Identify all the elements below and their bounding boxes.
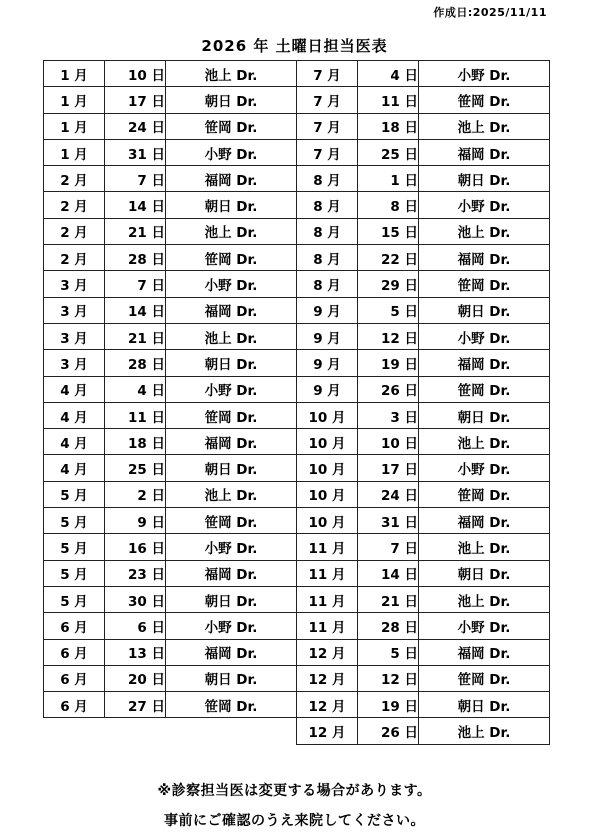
left-day-cell: 6 日 — [105, 613, 166, 639]
right-month-cell: 11 月 — [297, 586, 358, 612]
table-row — [44, 692, 550, 718]
left-month-cell: 3 月 — [44, 323, 105, 349]
right-day-cell: 26 日 — [358, 718, 419, 744]
left-day-cell: 21 日 — [105, 218, 166, 244]
right-month-cell: 8 月 — [297, 271, 358, 297]
left-doctor-cell: 笹岡 Dr. — [166, 402, 297, 428]
table-row — [44, 218, 550, 244]
right-day-cell: 15 日 — [358, 218, 419, 244]
left-month-cell: 4 月 — [44, 429, 105, 455]
right-month-cell: 9 月 — [297, 323, 358, 349]
created-date: 作成日:2025/11/11 — [433, 6, 547, 19]
right-doctor-cell: 朝日 Dr. — [419, 402, 550, 428]
left-day-cell: 21 日 — [105, 323, 166, 349]
left-day-cell: 25 日 — [105, 455, 166, 481]
right-month-cell: 7 月 — [297, 113, 358, 139]
left-month-cell: 5 月 — [44, 481, 105, 507]
left-doctor-cell: 小野 Dr. — [166, 139, 297, 165]
table-row — [44, 402, 550, 428]
schedule-table — [43, 60, 550, 745]
right-day-cell: 5 日 — [358, 297, 419, 323]
left-doctor-cell: 小野 Dr. — [166, 271, 297, 297]
right-doctor-cell: 池上 Dr. — [419, 718, 550, 744]
left-month-cell: 3 月 — [44, 350, 105, 376]
left-day-cell: 7 日 — [105, 166, 166, 192]
left-day-cell: 27 日 — [105, 692, 166, 718]
right-month-cell: 8 月 — [297, 192, 358, 218]
right-day-cell: 19 日 — [358, 692, 419, 718]
right-day-cell: 10 日 — [358, 429, 419, 455]
right-month-cell: 9 月 — [297, 376, 358, 402]
right-day-cell: 19 日 — [358, 350, 419, 376]
left-day-cell: 14 日 — [105, 192, 166, 218]
left-doctor-cell: 池上 Dr. — [166, 323, 297, 349]
right-doctor-cell: 池上 Dr. — [419, 218, 550, 244]
right-month-cell: 11 月 — [297, 560, 358, 586]
right-month-cell: 10 月 — [297, 481, 358, 507]
right-doctor-cell: 福岡 Dr. — [419, 245, 550, 271]
right-day-cell: 24 日 — [358, 481, 419, 507]
right-doctor-cell: 福岡 Dr. — [419, 639, 550, 665]
right-month-cell: 11 月 — [297, 534, 358, 560]
right-month-cell: 7 月 — [297, 139, 358, 165]
table-row — [44, 323, 550, 349]
left-month-cell: 5 月 — [44, 534, 105, 560]
empty-cell — [105, 718, 166, 744]
right-doctor-cell: 笹岡 Dr. — [419, 376, 550, 402]
right-doctor-cell: 小野 Dr. — [419, 323, 550, 349]
left-month-cell: 6 月 — [44, 613, 105, 639]
left-month-cell: 3 月 — [44, 271, 105, 297]
left-day-cell: 4 日 — [105, 376, 166, 402]
table-row — [44, 508, 550, 534]
right-month-cell: 8 月 — [297, 166, 358, 192]
left-day-cell: 28 日 — [105, 350, 166, 376]
right-month-cell: 7 月 — [297, 61, 358, 87]
right-day-cell: 29 日 — [358, 271, 419, 297]
right-doctor-cell: 笹岡 Dr. — [419, 481, 550, 507]
left-doctor-cell: 池上 Dr. — [166, 481, 297, 507]
right-day-cell: 28 日 — [358, 613, 419, 639]
left-day-cell: 24 日 — [105, 113, 166, 139]
right-doctor-cell: 池上 Dr. — [419, 534, 550, 560]
table-row — [44, 350, 550, 376]
right-day-cell: 25 日 — [358, 139, 419, 165]
right-doctor-cell: 福岡 Dr. — [419, 350, 550, 376]
table-row — [44, 192, 550, 218]
table-row — [44, 718, 550, 744]
right-doctor-cell: 朝日 Dr. — [419, 692, 550, 718]
left-day-cell: 9 日 — [105, 508, 166, 534]
left-doctor-cell: 朝日 Dr. — [166, 665, 297, 691]
right-day-cell: 31 日 — [358, 508, 419, 534]
right-doctor-cell: 小野 Dr. — [419, 613, 550, 639]
left-doctor-cell: 福岡 Dr. — [166, 297, 297, 323]
right-doctor-cell: 朝日 Dr. — [419, 560, 550, 586]
left-month-cell: 1 月 — [44, 113, 105, 139]
left-doctor-cell: 小野 Dr. — [166, 534, 297, 560]
left-month-cell: 2 月 — [44, 166, 105, 192]
right-day-cell: 26 日 — [358, 376, 419, 402]
left-doctor-cell: 笹岡 Dr. — [166, 692, 297, 718]
left-doctor-cell: 福岡 Dr. — [166, 560, 297, 586]
right-month-cell: 12 月 — [297, 665, 358, 691]
right-day-cell: 17 日 — [358, 455, 419, 481]
right-month-cell: 8 月 — [297, 245, 358, 271]
left-day-cell: 18 日 — [105, 429, 166, 455]
left-month-cell: 5 月 — [44, 560, 105, 586]
table-row — [44, 297, 550, 323]
left-day-cell: 23 日 — [105, 560, 166, 586]
left-month-cell: 1 月 — [44, 61, 105, 87]
table-row — [44, 245, 550, 271]
left-month-cell: 4 月 — [44, 376, 105, 402]
left-day-cell: 13 日 — [105, 639, 166, 665]
right-day-cell: 5 日 — [358, 639, 419, 665]
right-doctor-cell: 池上 Dr. — [419, 113, 550, 139]
table-row — [44, 560, 550, 586]
notice-line-2: 事前にご確認のうえ来院してください。 — [164, 813, 425, 829]
table-row — [44, 455, 550, 481]
right-month-cell: 11 月 — [297, 613, 358, 639]
left-doctor-cell: 朝日 Dr. — [166, 192, 297, 218]
right-month-cell: 12 月 — [297, 639, 358, 665]
left-day-cell: 14 日 — [105, 297, 166, 323]
table-row — [44, 639, 550, 665]
left-day-cell: 7 日 — [105, 271, 166, 297]
left-doctor-cell: 朝日 Dr. — [166, 87, 297, 113]
right-month-cell: 10 月 — [297, 455, 358, 481]
table-row — [44, 376, 550, 402]
table-row — [44, 665, 550, 691]
right-day-cell: 12 日 — [358, 665, 419, 691]
left-month-cell: 6 月 — [44, 639, 105, 665]
left-month-cell: 5 月 — [44, 508, 105, 534]
left-doctor-cell: 福岡 Dr. — [166, 639, 297, 665]
right-month-cell: 10 月 — [297, 508, 358, 534]
right-month-cell: 12 月 — [297, 718, 358, 744]
left-month-cell: 2 月 — [44, 245, 105, 271]
right-day-cell: 4 日 — [358, 61, 419, 87]
left-month-cell: 5 月 — [44, 586, 105, 612]
left-doctor-cell: 朝日 Dr. — [166, 455, 297, 481]
left-doctor-cell: 池上 Dr. — [166, 61, 297, 87]
table-row — [44, 139, 550, 165]
right-day-cell: 12 日 — [358, 323, 419, 349]
notice-line-1: ※診察担当医は変更する場合があります。 — [157, 783, 432, 799]
table-row — [44, 534, 550, 560]
left-month-cell: 2 月 — [44, 192, 105, 218]
right-day-cell: 8 日 — [358, 192, 419, 218]
table-row — [44, 429, 550, 455]
right-doctor-cell: 小野 Dr. — [419, 455, 550, 481]
left-day-cell: 17 日 — [105, 87, 166, 113]
table-row — [44, 613, 550, 639]
left-doctor-cell: 福岡 Dr. — [166, 166, 297, 192]
right-month-cell: 12 月 — [297, 692, 358, 718]
right-doctor-cell: 福岡 Dr. — [419, 508, 550, 534]
right-doctor-cell: 朝日 Dr. — [419, 297, 550, 323]
left-day-cell: 11 日 — [105, 402, 166, 428]
left-day-cell: 10 日 — [105, 61, 166, 87]
empty-cell — [166, 718, 297, 744]
left-doctor-cell: 笹岡 Dr. — [166, 508, 297, 534]
right-day-cell: 3 日 — [358, 402, 419, 428]
right-day-cell: 1 日 — [358, 166, 419, 192]
table-row — [44, 481, 550, 507]
right-doctor-cell: 笹岡 Dr. — [419, 87, 550, 113]
right-month-cell: 7 月 — [297, 87, 358, 113]
left-day-cell: 31 日 — [105, 139, 166, 165]
right-day-cell: 22 日 — [358, 245, 419, 271]
left-doctor-cell: 小野 Dr. — [166, 376, 297, 402]
right-doctor-cell: 笹岡 Dr. — [419, 271, 550, 297]
left-month-cell: 4 月 — [44, 402, 105, 428]
left-day-cell: 20 日 — [105, 665, 166, 691]
right-doctor-cell: 朝日 Dr. — [419, 166, 550, 192]
left-month-cell: 1 月 — [44, 87, 105, 113]
empty-cell — [44, 718, 105, 744]
right-day-cell: 21 日 — [358, 586, 419, 612]
table-row — [44, 113, 550, 139]
right-day-cell: 11 日 — [358, 87, 419, 113]
schedule-table-body — [44, 61, 550, 745]
right-day-cell: 14 日 — [358, 560, 419, 586]
left-month-cell: 6 月 — [44, 692, 105, 718]
left-day-cell: 16 日 — [105, 534, 166, 560]
table-row — [44, 166, 550, 192]
left-day-cell: 30 日 — [105, 586, 166, 612]
right-doctor-cell: 池上 Dr. — [419, 429, 550, 455]
left-doctor-cell: 笹岡 Dr. — [166, 245, 297, 271]
left-doctor-cell: 朝日 Dr. — [166, 350, 297, 376]
right-doctor-cell: 福岡 Dr. — [419, 139, 550, 165]
left-day-cell: 28 日 — [105, 245, 166, 271]
page-title: 2026 年 土曜日担当医表 — [201, 37, 388, 55]
table-row — [44, 61, 550, 87]
left-month-cell: 4 月 — [44, 455, 105, 481]
right-month-cell: 9 月 — [297, 297, 358, 323]
left-month-cell: 1 月 — [44, 139, 105, 165]
table-row — [44, 271, 550, 297]
left-doctor-cell: 池上 Dr. — [166, 218, 297, 244]
left-doctor-cell: 笹岡 Dr. — [166, 113, 297, 139]
right-day-cell: 18 日 — [358, 113, 419, 139]
right-month-cell: 10 月 — [297, 429, 358, 455]
right-doctor-cell: 池上 Dr. — [419, 586, 550, 612]
right-month-cell: 8 月 — [297, 218, 358, 244]
left-doctor-cell: 小野 Dr. — [166, 613, 297, 639]
right-doctor-cell: 笹岡 Dr. — [419, 665, 550, 691]
right-doctor-cell: 小野 Dr. — [419, 61, 550, 87]
right-doctor-cell: 小野 Dr. — [419, 192, 550, 218]
right-month-cell: 9 月 — [297, 350, 358, 376]
left-doctor-cell: 朝日 Dr. — [166, 586, 297, 612]
table-row — [44, 586, 550, 612]
left-doctor-cell: 福岡 Dr. — [166, 429, 297, 455]
right-month-cell: 10 月 — [297, 402, 358, 428]
table-row — [44, 87, 550, 113]
left-month-cell: 6 月 — [44, 665, 105, 691]
left-day-cell: 2 日 — [105, 481, 166, 507]
left-month-cell: 3 月 — [44, 297, 105, 323]
left-month-cell: 2 月 — [44, 218, 105, 244]
right-day-cell: 7 日 — [358, 534, 419, 560]
